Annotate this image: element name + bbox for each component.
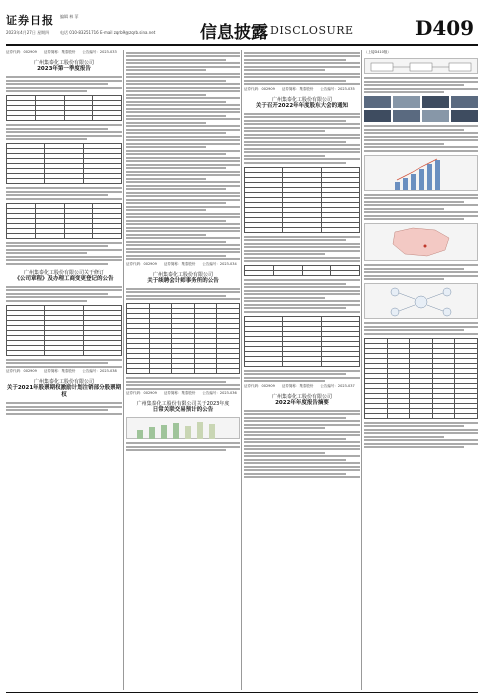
text-block xyxy=(6,402,122,415)
text-block xyxy=(364,125,478,152)
notice-company: 广州集泰化工股份有限公司 xyxy=(271,96,332,103)
column-divider xyxy=(123,50,124,690)
text-block xyxy=(6,124,122,140)
issue-date: 2023年4月27日 星期四 xyxy=(6,30,50,35)
notice-company: 广州集泰化工股份有限公司关于2023年度 xyxy=(136,401,230,407)
text-block xyxy=(244,236,360,263)
text-block xyxy=(244,370,360,383)
notice-title: 2022年年度报告摘要 xyxy=(275,399,329,406)
column-divider xyxy=(361,50,362,690)
notice-header xyxy=(126,400,240,414)
data-table xyxy=(6,95,122,121)
data-table xyxy=(244,316,360,367)
notice-header xyxy=(6,269,122,283)
flow-diagram xyxy=(364,58,478,74)
notice-company: 广州集泰化工股份有限公司关于修订 xyxy=(23,269,104,276)
bar-chart-figure xyxy=(126,417,240,439)
notice-company: 广州集泰化工股份有限公司 xyxy=(152,271,213,278)
masthead-rule xyxy=(6,44,478,46)
data-table xyxy=(244,167,360,233)
notice-code: 证券代码：002909 证券简称：集泰股份 公告编号：2023-036 xyxy=(126,391,237,395)
notice-header xyxy=(126,271,240,285)
product-photo xyxy=(451,110,478,122)
notice-title: 关于续聘会计师事务所的公告 xyxy=(147,277,219,284)
product-photo xyxy=(364,110,391,122)
data-table xyxy=(6,305,122,356)
masthead xyxy=(0,0,484,46)
notice-header xyxy=(6,378,122,399)
product-photo xyxy=(451,96,478,108)
notice-code: 证券代码：002909 证券简称：集泰股份 公告编号：2023-034 xyxy=(126,261,237,266)
notice-title: 《公司章程》及办理工商变更登记的公告 xyxy=(14,275,114,282)
growth-chart-figure xyxy=(364,155,478,191)
data-table xyxy=(6,203,122,239)
text-block xyxy=(364,422,478,449)
notice-header xyxy=(244,393,360,407)
product-photo xyxy=(364,96,391,108)
text-block xyxy=(244,52,360,86)
product-photo xyxy=(422,110,449,122)
text-block xyxy=(126,377,240,390)
continuation-note: （上接D410版） xyxy=(364,50,391,54)
notice-code: 证券代码：002909 证券简称：集泰股份 公告编号：2023-038 xyxy=(6,369,117,373)
text-block xyxy=(6,242,122,265)
text-block xyxy=(244,279,360,313)
product-photo xyxy=(422,96,449,108)
page-number: D409 xyxy=(415,16,475,40)
text-block xyxy=(126,52,240,261)
text-block xyxy=(244,113,360,164)
column-2 xyxy=(126,50,240,690)
text-block xyxy=(364,264,478,280)
notice-header xyxy=(244,96,360,110)
data-table xyxy=(244,265,360,276)
text-block xyxy=(6,359,122,368)
text-block xyxy=(126,442,240,451)
notice-company: 广州集泰化工股份有限公司 xyxy=(33,60,94,66)
text-block xyxy=(6,286,122,302)
section-title: 信息披露 xyxy=(200,23,268,43)
notice-title: 2023年第一季度报告 xyxy=(37,66,91,72)
notice-title: 关于2021年股票期权激励计划注销部分股票期权 xyxy=(6,385,122,398)
text-block xyxy=(244,410,360,479)
data-table xyxy=(126,303,240,374)
notice-code: 证券代码：002909 证券简称：集泰股份 公告编号：2023-035 xyxy=(244,86,355,91)
column-divider xyxy=(241,50,242,690)
text-block xyxy=(364,322,478,335)
hub-diagram xyxy=(364,283,478,319)
product-photo xyxy=(393,96,420,108)
contact-line: 电话 010-83251716 E-mail zqrb9@zqrb.sina.net xyxy=(60,30,156,35)
notice-title: 日常关联交易预计的公告 xyxy=(152,407,214,413)
text-block xyxy=(6,187,122,200)
map-figure xyxy=(364,223,478,261)
notice-company: 广州集泰化工股份有限公司 xyxy=(271,393,332,400)
product-photo xyxy=(393,110,420,122)
section-title-en: DISCLOSURE xyxy=(270,24,354,37)
text-block xyxy=(126,288,240,301)
column-4 xyxy=(364,50,478,690)
notice-company: 广州集泰化工股份有限公司 xyxy=(33,379,94,385)
text-block xyxy=(364,194,478,221)
column-3 xyxy=(244,50,360,690)
notice-code: 证券代码：002909 证券简称：集泰股份 公告编号：2023-037 xyxy=(244,383,355,388)
notice-title: 关于召开2022年年度股东大会的通知 xyxy=(255,102,349,109)
product-photos xyxy=(364,96,478,122)
text-block xyxy=(6,76,122,92)
editor-line: 编辑 林 菲 xyxy=(60,14,79,19)
data-table xyxy=(364,338,478,419)
text-block xyxy=(364,77,478,93)
column-1 xyxy=(6,50,122,690)
data-table xyxy=(6,143,122,184)
notice-code: 证券代码：002909 证券简称：集泰股份 公告编号：2023-033 xyxy=(6,50,117,54)
footer-rule xyxy=(6,692,478,693)
notice-header xyxy=(6,59,122,73)
newspaper-logo: 证券日报 xyxy=(6,14,54,27)
